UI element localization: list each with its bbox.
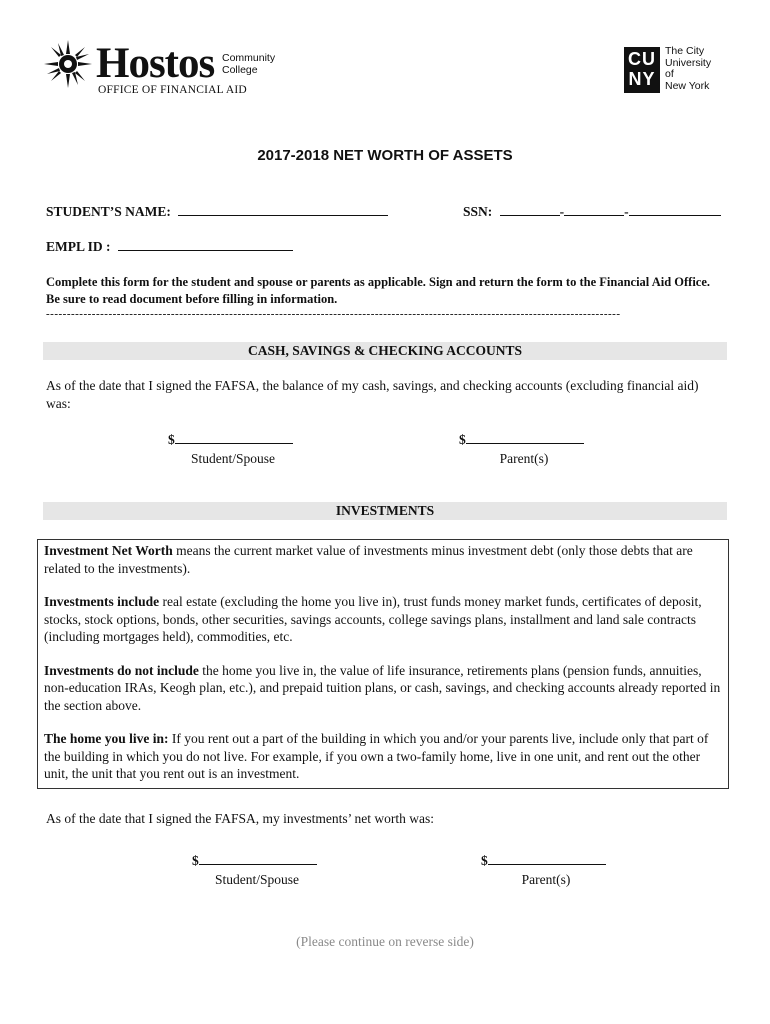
- investments-definition-box: [37, 539, 729, 789]
- cash-student-blank[interactable]: [175, 431, 293, 444]
- hostos-logo-subtitle: [222, 52, 275, 76]
- dollar-sign: $: [192, 853, 199, 868]
- hostos-logo-wordmark: Hostos: [96, 40, 215, 87]
- dashed-divider: ------------------------------------------------------------------------------------------------------------------------------------------: [46, 308, 621, 320]
- student-name-field: [46, 203, 388, 220]
- investments-section-heading: INVESTMENTS: [43, 502, 727, 520]
- empl-id-label: EMPL ID :: [46, 239, 111, 254]
- investment-net-worth-paragraph: [44, 542, 722, 577]
- cuny-logo-letters: CUNY: [628, 49, 656, 89]
- investments-exclude-paragraph: [44, 662, 722, 715]
- logo-sub-college: College: [222, 64, 258, 76]
- dollar-sign: $: [168, 432, 175, 447]
- para-text: If you rent out a part of the building in which you and/or your parents live, include only that part of the building in which you do not live. For example, if you own a two-family home, live in one unit, and rent out the other unit, the unit that you rent out is an investment.: [44, 731, 709, 781]
- empl-id-blank[interactable]: [118, 238, 293, 251]
- form-title: 2017-2018 NET WORTH OF ASSETS: [257, 147, 513, 164]
- investments-include-paragraph: [44, 593, 722, 646]
- cuny-line: New York: [665, 79, 710, 92]
- dollar-sign: $: [459, 432, 466, 447]
- cash-parent-caption: Parent(s): [499, 451, 549, 466]
- investment-parent-blank[interactable]: [488, 852, 606, 865]
- cash-section-text: As of the date that I signed the FAFSA, the balance of my cash, savings, and checking accounts (excluding financial aid) was:: [46, 378, 699, 411]
- investment-student-amount: [192, 852, 317, 870]
- ssn-blank-1[interactable]: [500, 203, 560, 216]
- ssn-blank-2[interactable]: [564, 203, 624, 216]
- para-text: means the current market value of investments minus investment debt (only those debts that are related to the investments).: [44, 543, 693, 576]
- ssn-blank-3[interactable]: [629, 203, 721, 216]
- hostos-sun-logo-icon: [44, 40, 92, 88]
- student-name-label: STUDENT’S NAME:: [46, 204, 171, 219]
- investment-student-blank[interactable]: [199, 852, 317, 865]
- investment-parent-caption: Parent(s): [521, 872, 571, 887]
- home-you-live-in-paragraph: [44, 730, 722, 783]
- net-worth-text: As of the date that I signed the FAFSA, my investments’ net worth was:: [46, 811, 434, 826]
- cash-parent-blank[interactable]: [466, 431, 584, 444]
- instructions-text: Complete this form for the student and spouse or parents as applicable. Sign and return the form to the Financial Aid Office. Be sure to read document before filling in information.: [46, 275, 711, 306]
- empl-id-field: [46, 238, 293, 255]
- logo-sub-community: Community: [222, 52, 276, 64]
- para-term: Investments do not include: [44, 662, 199, 678]
- dollar-sign: $: [481, 853, 488, 868]
- cuny-logo-block: [624, 47, 660, 93]
- investment-parent-amount: [481, 852, 606, 870]
- cash-parent-amount: [459, 431, 584, 449]
- cuny-line: University: [665, 56, 712, 69]
- cuny-logo-text: [665, 46, 711, 92]
- para-term: Investment Net Worth: [44, 543, 173, 558]
- cuny-line: of: [665, 68, 674, 80]
- cash-section-heading: CASH, SAVINGS & CHECKING ACCOUNTS: [43, 342, 727, 360]
- student-name-blank[interactable]: [178, 203, 388, 216]
- para-text: the home you live in, the value of life insurance, retirements plans (pension funds, annuities, non-education IRAs, Keogh plan, etc.), and prepaid tuition plans, or cash, savings, and checking accounts already reported in the section above.: [44, 662, 721, 713]
- cash-student-amount: [168, 431, 293, 449]
- cash-student-caption: Student/Spouse: [190, 451, 275, 466]
- ssn-field: SSN: - -: [463, 203, 721, 220]
- office-name: OFFICE OF FINANCIAL AID: [98, 84, 247, 96]
- ssn-label: SSN:: [463, 204, 493, 219]
- investment-student-caption: Student/Spouse: [214, 872, 299, 887]
- cuny-line: The City: [665, 45, 705, 57]
- para-term: The home you live in:: [44, 731, 169, 746]
- para-term: Investments include: [44, 594, 160, 609]
- continue-note: (Please continue on reverse side): [296, 934, 474, 949]
- para-text: real estate (excluding the home you live in), trust funds money market funds, certificates of deposit, stocks, stock options, bonds, other securities, savings accounts, college savings plans, installment and land sale contracts (including mortgages held), commodities, etc.: [44, 594, 702, 644]
